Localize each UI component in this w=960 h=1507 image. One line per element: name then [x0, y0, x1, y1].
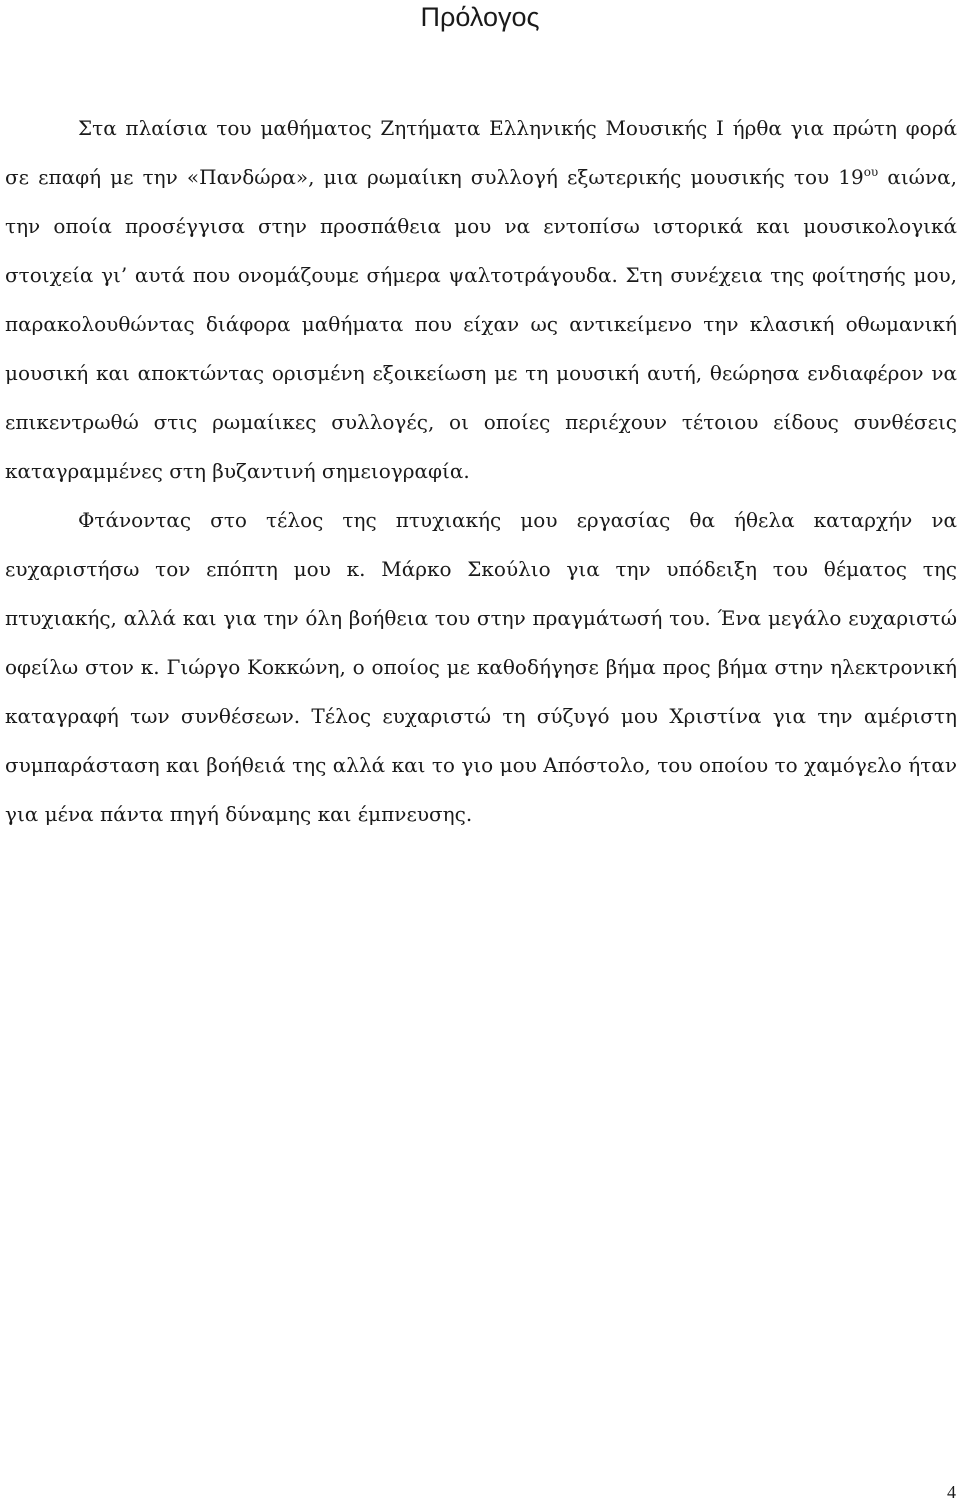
paragraph-intro-text-cont: αιώνα, την οποία προσέγγισα στην προσπάθεια μου να εντοπίσω ιστορικά και μουσικολογικά στοιχεία γι’ αυτά που ονομάζουμε σήμερα ψαλτοτράγουδα. Στη συνέχεια της φοίτησής μου, παρακολουθώντας διάφορα μαθήματα που είχαν ως αντικείμενο την κλασική οθωμανική μουσική και αποκτώντας ορισμένη εξοικείωση με τη μουσική αυτή, θεώρησα ενδιαφέρον να επικεντρωθώ στις ρωμαίικες συλλογές, οι οποίες περιέχουν τέτοιου είδους συνθέσεις καταγραμμένες στη βυζαντινή σημειογραφία. — [5, 165, 957, 483]
page-title: Πρόλογος — [420, 2, 540, 32]
page-number: 4 — [947, 1482, 956, 1502]
ordinal-superscript: ου — [863, 165, 879, 179]
paragraph-intro — [5, 104, 957, 496]
paragraph-acknowledgements: Φτάνοντας στο τέλος της πτυχιακής μου εργασίας θα ήθελα καταρχήν να ευχαριστήσω τον επόπτη μου κ. Μάρκο Σκούλιο για την υπόδειξη του θέματος της πτυχιακής, αλλά και για την όλη βοήθεια του στην πραγμάτωσή του. Ένα μεγάλο ευχαριστώ οφείλω στον κ. Γιώργο Κοκκώνη, ο οποίος με καθοδήγησε βήμα προς βήμα στην ηλεκτρονική καταγραφή των συνθέσεων. Τέλος ευχαριστώ τη σύζυγό μου Χριστίνα για την αμέριστη συμπαράσταση και βοήθειά της αλλά και το γιο μου Απόστολο, του οποίου το χαμόγελο ήταν για μένα πάντα πηγή δύναμης και έμπνευσης. — [5, 508, 957, 826]
paragraph-intro-text: Στα πλαίσια του μαθήματος Ζητήματα Ελληνικής Μουσικής Ι ήρθα για πρώτη φορά σε επαφή με την «Πανδώρα», μια ρωμαίικη συλλογή εξωτερικής μουσικής του 19 — [5, 116, 957, 189]
